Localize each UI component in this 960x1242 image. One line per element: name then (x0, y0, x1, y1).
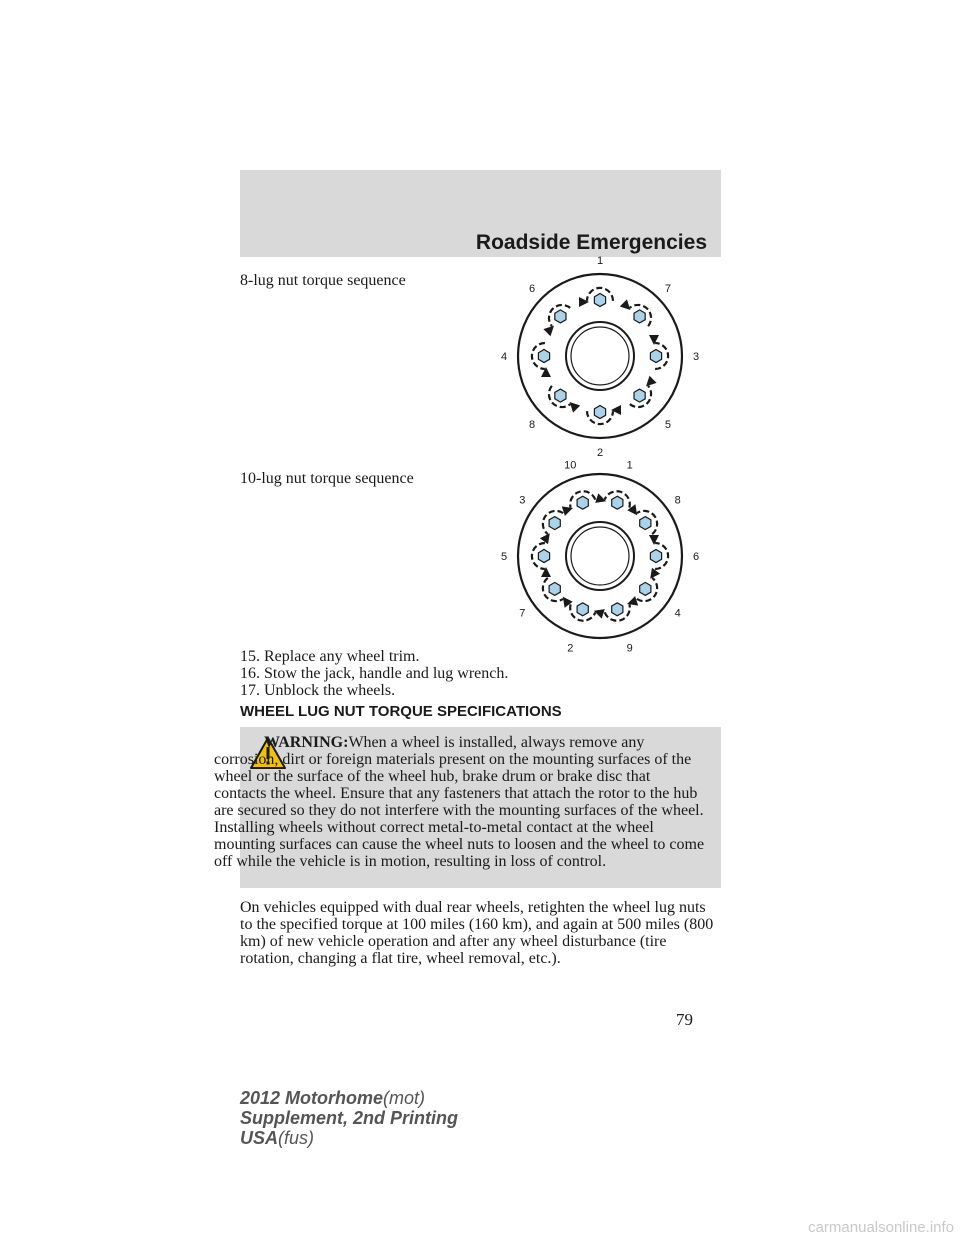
lug-nut-icon (650, 350, 661, 363)
sequence-label: 2 (596, 447, 604, 459)
retighten-paragraph: On vehicles equipped with dual rear wheels, retighten the wheel lug nuts to the specified torque at 100 miles (160 km), and again at 500 miles (800 km) of new vehicle operation and after any wheel disturbance (tire rotation, changing a flat tire, wheel removal, etc.). (240, 899, 714, 967)
footer (240, 1088, 458, 1148)
lug-nut-icon (577, 496, 588, 509)
lug-nut-icon (555, 389, 566, 402)
page-number: 79 (676, 1010, 693, 1029)
lug-nut-icon (612, 603, 623, 616)
sequence-label: 8 (674, 494, 681, 507)
sequence-label: 1 (596, 255, 604, 267)
lug-nut-icon (577, 603, 588, 616)
sequence-label: 6 (529, 283, 536, 296)
step-item: 17. Unblock the wheels. (240, 682, 396, 699)
lug-nut-icon (538, 350, 549, 363)
warning-label: WARNING: (264, 734, 349, 751)
lug-nut-icon (555, 310, 566, 323)
lug-nut-icon (640, 582, 651, 595)
step-item: 16. Stow the jack, handle and lug wrench. (240, 665, 509, 682)
lug-nut-icon (634, 389, 645, 402)
hub-inner (571, 527, 629, 585)
footer-model-code: (mot) (383, 1088, 426, 1108)
lug-nut-icon (594, 294, 605, 307)
lug-nut-icon (549, 582, 560, 595)
sequence-label: 7 (519, 607, 526, 620)
caption-10-lug: 10-lug nut torque sequence (240, 470, 414, 487)
footer-region: USA (240, 1128, 279, 1148)
lug-nut-icon (640, 517, 651, 530)
section-title: Roadside Emergencies (475, 231, 707, 254)
lug-diagram-10 (490, 459, 710, 655)
lug-nut-icon (634, 310, 645, 323)
hub-inner (571, 327, 629, 385)
step-item: 15. Replace any wheel trim. (240, 648, 420, 665)
sequence-label: 1 (626, 459, 633, 472)
header-band (240, 170, 721, 257)
step-list (240, 648, 508, 699)
lug-diagram-8 (490, 255, 710, 459)
watermark: carmanualsonline.info (808, 1219, 954, 1236)
sequence-label: 2 (567, 642, 574, 655)
sequence-label: 6 (692, 551, 700, 563)
footer-printing: Supplement, 2nd Printing (240, 1108, 459, 1128)
sequence-label: 5 (500, 551, 508, 563)
wheel-10-lug (501, 460, 699, 655)
lug-nut-icon (612, 496, 623, 509)
caption-8-lug: 8-lug nut torque sequence (240, 272, 406, 289)
section-heading: WHEEL LUG NUT TORQUE SPECIFICATIONS (240, 703, 562, 720)
warning-text (214, 734, 706, 870)
warning-body: When a wheel is installed, always remove any corrosion, dirt or foreign materials present on the mounting surfaces of the wheel or the surface of the wheel hub, brake drum or brake disc that contacts the wheel. Ensure that any fasteners that attach the rotor to the hub are secured so they do not interfere with the mounting surfaces of the wheel. Installing wheels without correct metal-to-metal contact at the wheel mounting surfaces can cause the wheel nuts to loosen and the wheel to come off while the vehicle is in motion, resulting in loss of control. (214, 734, 705, 870)
sequence-label: 8 (529, 418, 536, 431)
lug-nut-icon (594, 406, 605, 419)
sequence-label: 4 (674, 607, 681, 620)
sequence-label: 7 (664, 283, 671, 296)
lug-nut-icon (538, 550, 549, 563)
sequence-label: 10 (564, 459, 577, 472)
sequence-label: 3 (519, 494, 526, 507)
footer-model: 2012 Motorhome (240, 1088, 384, 1108)
sequence-label: 4 (500, 351, 508, 363)
sequence-label: 5 (664, 418, 671, 431)
sequence-label: 3 (692, 351, 700, 363)
sequence-label: 9 (626, 642, 633, 655)
lug-nut-icon (650, 550, 661, 563)
footer-region-code: (fus) (278, 1128, 315, 1148)
lug-nut-icon (549, 517, 560, 530)
wheel-8-lug (501, 255, 699, 459)
